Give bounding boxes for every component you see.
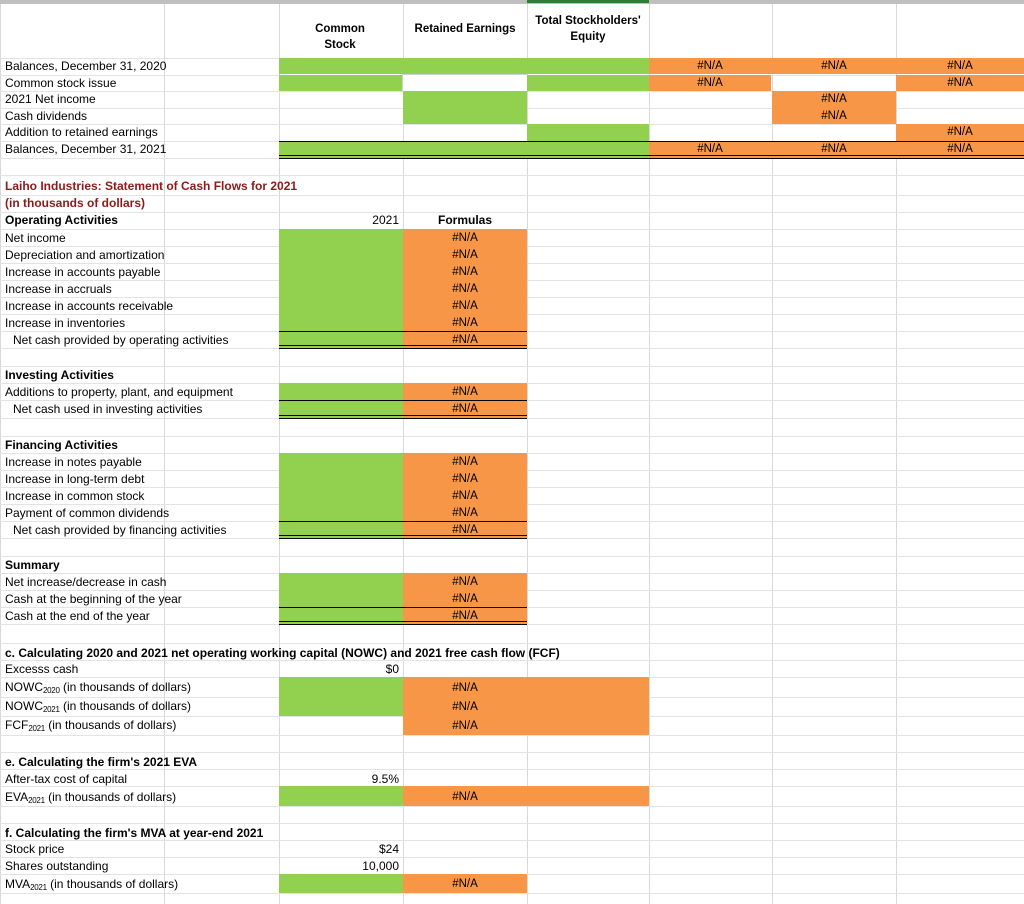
summary-row: Net increase/decrease in cash	[5, 575, 167, 589]
cash-flow-subtitle: (in thousands of dollars)	[5, 196, 145, 210]
na-value: #N/A	[452, 456, 478, 468]
year-header: 2021	[372, 213, 399, 227]
operating-title: Operating Activities	[5, 213, 118, 227]
na-value: #N/A	[452, 507, 478, 519]
na-value: #N/A	[452, 720, 478, 732]
na-value: #N/A	[452, 300, 478, 312]
mva-label: $MVA_{2021}$ (in thousands of dollars)	[5, 877, 179, 892]
operating-row: Increase in accruals	[5, 282, 112, 296]
na-value: #N/A	[452, 317, 478, 329]
shares-outstanding-value: 10,000	[362, 859, 399, 873]
column-accent	[527, 0, 649, 3]
investing-title: Investing Activities	[5, 368, 114, 382]
financing-row: Increase in common stock	[5, 489, 145, 503]
input-cell[interactable]	[403, 91, 527, 124]
na-value: #N/A	[452, 576, 478, 588]
equity-row: 2021 Net income	[5, 92, 96, 106]
cost-of-capital-value: 9.5%	[371, 772, 399, 786]
financing-row: Net cash provided by financing activities	[13, 523, 227, 537]
input-cells[interactable]	[279, 573, 403, 624]
mva-title: f. Calculating the firm's MVA at year-end 2021	[5, 826, 264, 840]
na-value: #N/A	[452, 473, 478, 485]
excess-cash-value: $0	[385, 662, 399, 676]
fcf-2021-label: $FCF_{2021}$ (in thousands of dollars)	[5, 718, 177, 733]
input-cell[interactable]	[279, 75, 403, 91]
stock-price-value: $24	[378, 842, 399, 856]
na-value: #N/A	[947, 126, 973, 138]
operating-row: Increase in inventories	[5, 316, 126, 330]
nowc-2021-label: $NOWC_{2021}$ (in thousands of dollars)	[5, 699, 192, 714]
summary-row: Cash at the beginning of the year	[5, 592, 182, 606]
na-value: #N/A	[452, 403, 478, 415]
operating-row: Net cash provided by operating activities	[13, 333, 229, 347]
cost-of-capital-label: After-tax cost of capital	[5, 772, 128, 786]
na-value: #N/A	[452, 593, 478, 605]
input-cell[interactable]	[527, 124, 649, 141]
na-value: #N/A	[452, 232, 478, 244]
equity-row: Cash dividends	[5, 109, 88, 123]
na-value: #N/A	[821, 143, 847, 155]
na-value: #N/A	[697, 143, 723, 155]
na-value: #N/A	[452, 386, 478, 398]
formulas-header: Formulas	[437, 213, 492, 227]
equity-row: Addition to retained earnings	[5, 125, 158, 139]
financing-row: Increase in long-term debt	[5, 472, 145, 486]
na-value: #N/A	[452, 610, 478, 622]
header-total-equity: Total Stockholders' Equity	[535, 15, 641, 43]
input-cell[interactable]	[279, 786, 403, 806]
na-value: #N/A	[452, 249, 478, 261]
operating-row: Increase in accounts receivable	[5, 299, 174, 313]
cash-flow-title: Laiho Industries: Statement of Cash Flows for 2021	[5, 179, 298, 193]
na-value: #N/A	[452, 524, 478, 536]
na-value: #N/A	[947, 143, 973, 155]
equity-row: Common stock issue	[5, 76, 117, 90]
operating-row: Net income	[5, 231, 66, 245]
input-cells[interactable]	[279, 453, 403, 538]
input-cells[interactable]	[279, 677, 403, 716]
equity-row: Balances, December 31, 2020	[5, 59, 167, 73]
na-value: #N/A	[452, 682, 478, 694]
na-value: #N/A	[452, 266, 478, 278]
nowc-title: c. Calculating 2020 and 2021 net operating working capital (NOWC) and 2021 free cash flow (FCF)	[5, 646, 560, 660]
operating-row: Depreciation and amortization	[5, 248, 165, 262]
header-retained-earnings: Retained Earnings	[414, 23, 516, 35]
na-value: #N/A	[821, 60, 847, 72]
stock-price-label: Stock price	[5, 842, 65, 856]
na-value: #N/A	[697, 60, 723, 72]
na-value: #N/A	[821, 93, 847, 105]
summary-row: Cash at the end of the year	[5, 609, 150, 623]
na-value: #N/A	[452, 334, 478, 346]
eva-title: e. Calculating the firm's 2021 EVA	[5, 755, 198, 769]
na-value: #N/A	[452, 701, 478, 713]
na-value: #N/A	[947, 77, 973, 89]
nowc-2020-label: $NOWC_{2020}$ (in thousands of dollars)	[5, 680, 192, 695]
na-value: #N/A	[452, 878, 478, 890]
na-value: #N/A	[452, 283, 478, 295]
equity-row: Balances, December 31, 2021	[5, 142, 167, 156]
na-value: #N/A	[697, 77, 723, 89]
na-value: #N/A	[452, 791, 478, 803]
summary-title: Summary	[5, 558, 60, 572]
na-value: #N/A	[947, 60, 973, 72]
na-value: #N/A	[821, 110, 847, 122]
financing-row: Payment of common dividends	[5, 506, 170, 520]
shares-outstanding-label: Shares outstanding	[5, 859, 109, 873]
header-common-stock: Common Stock	[315, 23, 365, 51]
investing-row: Additions to property, plant, and equipment	[5, 385, 233, 399]
operating-row: Increase in accounts payable	[5, 265, 161, 279]
input-cell[interactable]	[527, 75, 649, 91]
financing-row: Increase in notes payable	[5, 455, 142, 469]
financing-title: Financing Activities	[5, 438, 118, 452]
top-border	[0, 0, 1024, 4]
blank-cell[interactable]	[403, 75, 527, 91]
input-cell[interactable]	[279, 58, 649, 74]
na-value: #N/A	[452, 490, 478, 502]
investing-row: Net cash used in investing activities	[13, 402, 203, 416]
input-cell[interactable]	[279, 874, 403, 893]
eva-label: $EVA_{2021}$ (in thousands of dollars)	[5, 790, 177, 805]
excess-cash-label: Excesss cash	[5, 662, 79, 676]
